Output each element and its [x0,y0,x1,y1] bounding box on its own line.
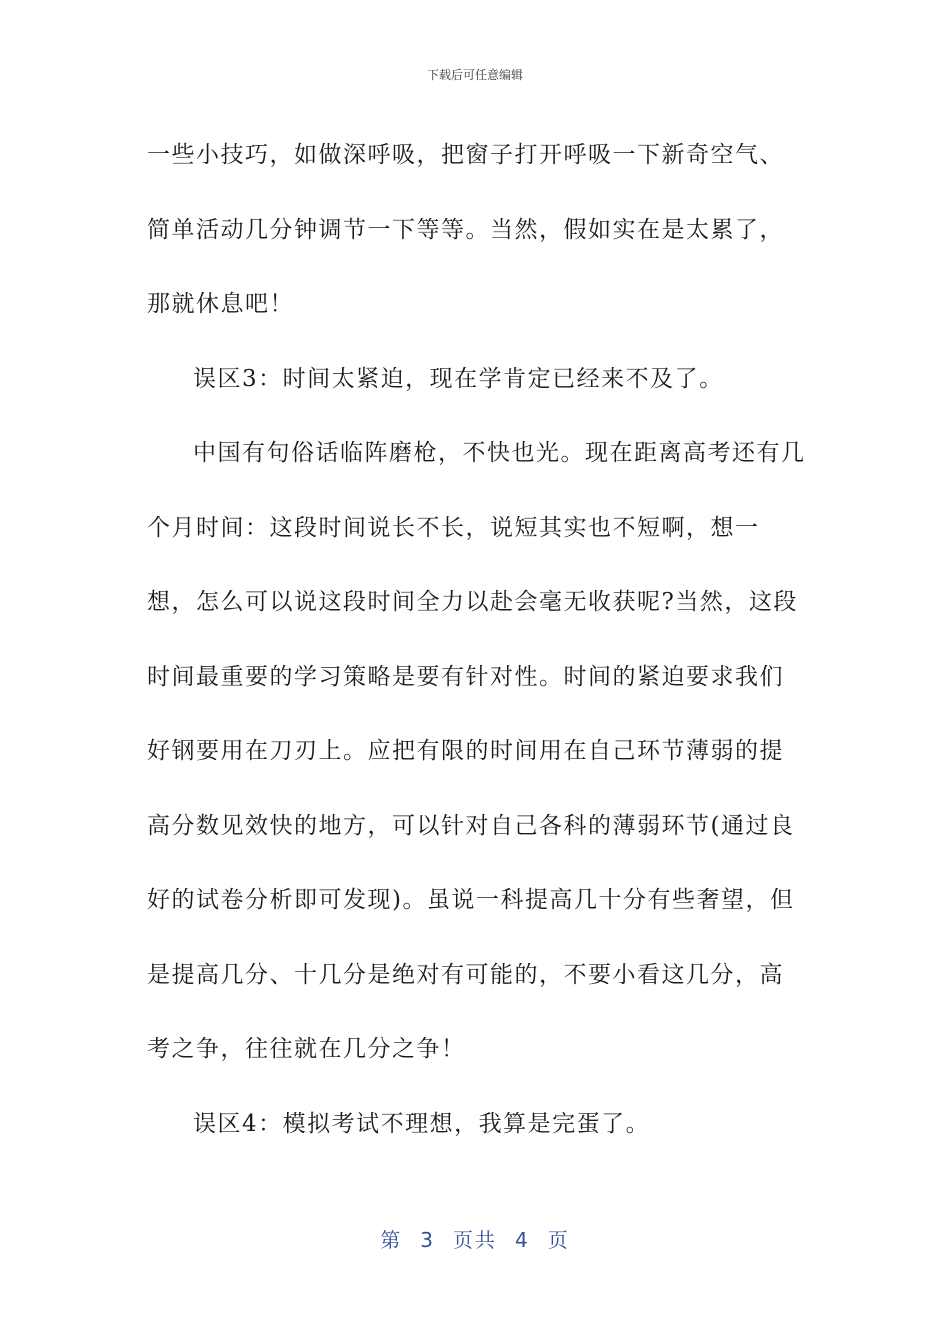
footer-suffix: 页 [547,1228,570,1252]
paragraph-3: 中国有句俗话临阵磨枪，不快也光。现在距离高考还有几个月时间：这段时间说长不长，说短其实也不短啊，想一想，怎么可以说这段时间全力以赴会毫无收获呢?当然，这段时间最重要的学习策略是要有针对性。时间的紧迫要求我们好钢要用在刀刃上。应把有限的时间用在自己环节薄弱的提高分数见效快的地方，可以针对自己各科的薄弱环节(通过良好的试卷分析即可发现)。虽说一科提高几十分有些奢望，但是提高几分、十几分是绝对有可能的，不要小看这几分，高考之争，往往就在几分之争！ [147,440,806,1062]
paragraph-4-heading: 误区4：模拟考试不理想，我算是完蛋了。 [193,1110,651,1137]
footer-middle: 页共 [453,1228,497,1252]
page-footer [0,1224,950,1253]
footer-total-pages: 4 [515,1228,530,1252]
footer-current-page: 3 [420,1228,435,1252]
footer-prefix: 第 [380,1228,403,1252]
paragraph-2-heading: 误区3：时间太紧迫，现在学肯定已经来不及了。 [193,365,724,392]
document-body [147,118,807,1161]
paragraph-1: 一些小技巧，如做深呼吸，把窗子打开呼吸一下新奇空气、简单活动几分钟调节一下等等。当然，假如实在是太累了，那就休息吧！ [147,142,784,317]
page-header-note: 下载后可任意编辑 [426,68,523,82]
